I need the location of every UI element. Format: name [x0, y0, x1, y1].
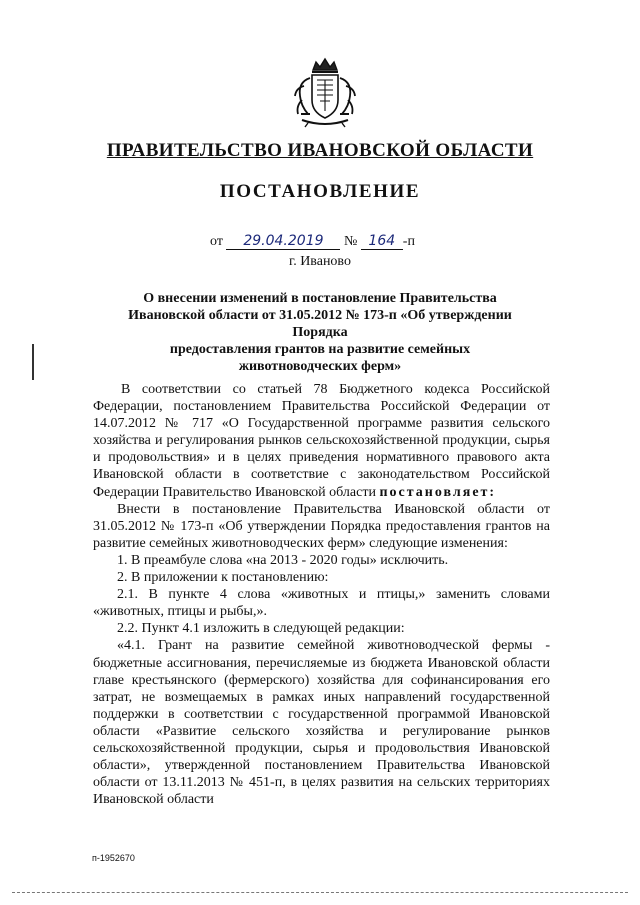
- heading-line: предоставления грантов на развитие семейных: [169, 342, 471, 357]
- number-prefix: №: [343, 234, 358, 249]
- handwritten-date: 29.04.2019: [226, 233, 340, 250]
- document-code: п-1952670: [92, 853, 135, 863]
- document-body: [93, 381, 550, 808]
- coat-of-arms-emblem: [290, 56, 360, 128]
- date-prefix: от: [210, 234, 223, 249]
- item-2-1: 2.1. В пункте 4 слова «животных и птицы,» заменить словами «животных, птицы и рыбы,».: [93, 587, 550, 620]
- date-number-line: [210, 233, 510, 250]
- item-2-2: 2.2. Пункт 4.1 изложить в следующей редакции:: [117, 621, 405, 637]
- resolves-word: постановляет:: [379, 484, 497, 500]
- document-type: ПОСТАНОВЛЕНИЕ: [219, 181, 421, 202]
- heading-line: О внесении изменений в постановление Правительства: [143, 291, 497, 306]
- preamble-text: В соответствии со статьей 78 Бюджетного кодекса Российской Федерации, постановлением Правительства Российской Федерации от 14.07.2012 № 717 «О Государственной программе развития сельского хозяйства и регулирования рынков сельскохозяйственной продукции, сырья и продовольствия» и в целях приведения нормативного правового акта Ивановской области в соответствие с законодательством Российской Федерации Правительство Ивановской области: [93, 382, 550, 500]
- item-2: 2. В приложении к постановлению:: [117, 570, 329, 586]
- handwritten-number: 164: [361, 233, 403, 250]
- preamble-paragraph: [93, 381, 550, 501]
- scan-edge-line: [12, 892, 628, 893]
- margin-mark: [32, 344, 34, 380]
- item-4-1: «4.1. Грант на развитие семейной животноводческой фермы - бюджетные ассигнования, перечисляемые из бюджета Ивановской области главе крестьянского (фермерского) хозяйства для софинансирования его затрат, не возмещаемых в рамках иных направлений государственной поддержки в соответствии с государственной программой Ивановской области «Развитие сельского хозяйства и регулирование рынков сельскохозяйственной продукции, сырья и продовольствия Ивановской области», утвержденной постановлением Правительства Ивановской области от 13.11.2013 № 451-п, в целях развития на сельских территориях Ивановской области: [93, 638, 550, 808]
- city: г. Иваново: [289, 254, 351, 269]
- heading-line: животноводческих ферм»: [238, 359, 402, 374]
- document-heading: [100, 290, 540, 375]
- number-suffix: -п: [402, 234, 415, 249]
- heading-line: Ивановской области от 31.05.2012 № 173-п «Об утверждении Порядка: [128, 308, 512, 340]
- item-1: 1. В преамбуле слова «на 2013 - 2020 годы» исключить.: [117, 552, 449, 568]
- intro-paragraph: Внести в постановление Правительства Ивановской области от 31.05.2012 № 173-п «Об утверждении Порядка предоставления грантов на развитие семейных животноводческих ферм» следующие изменения:: [93, 501, 550, 551]
- government-title: ПРАВИТЕЛЬСТВО ИВАНОВСКОЙ ОБЛАСТИ: [106, 140, 534, 161]
